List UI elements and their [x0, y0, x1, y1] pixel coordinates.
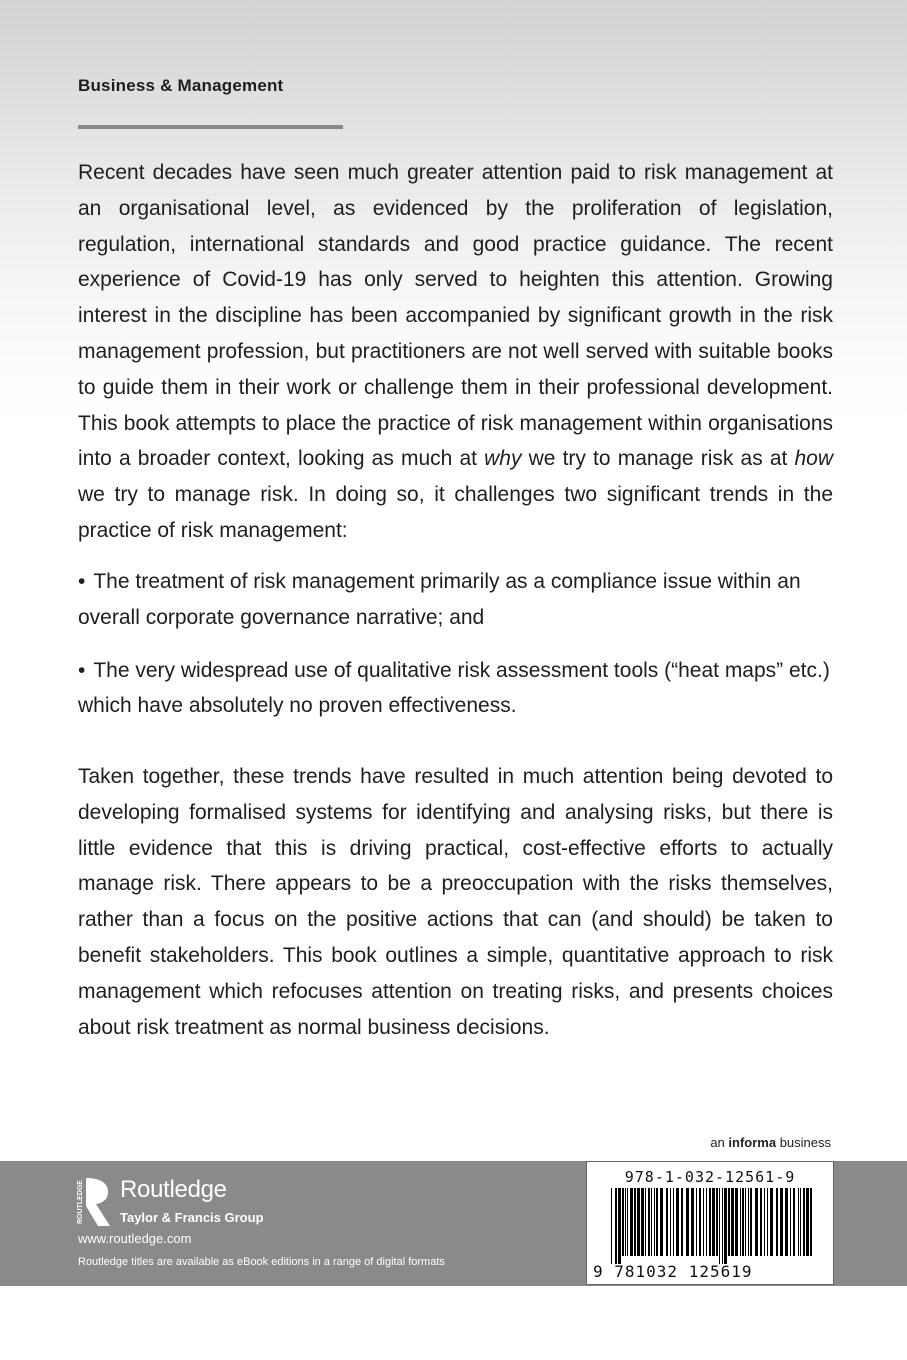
barcode-bar — [722, 1188, 723, 1264]
barcode-bar — [740, 1188, 741, 1256]
barcode-bar — [742, 1188, 744, 1256]
barcode-bar — [651, 1188, 652, 1256]
intro-text-part-1: Recent decades have seen much greater attention paid to risk management at an organisational level, as evidenced by the proliferation of legislation, regulation, international standards and good practice guidance. The recent experience of Covid-19 has only served to heighten this attention. Growing interest in the discipline has been accompanied by significant growth in the risk management profession, but practitioners are not well served with suitable books to guide them in their work or challenge them in their professional development. This book attempts to place the practice of risk management within organisations into a broader context, looking as much at — [78, 161, 833, 471]
intro-emphasis-how: how — [794, 447, 834, 471]
barcode-bar — [666, 1188, 668, 1256]
list-item-text: The very widespread use of qualitative risk assessment tools (“heat maps” etc.) which have absolutely no proven effectiveness. — [78, 658, 830, 718]
barcode-bar — [627, 1188, 628, 1256]
barcode-bar — [618, 1188, 621, 1264]
barcode-bar — [790, 1188, 791, 1256]
barcode-digits: 9 781032 125619 — [593, 1262, 753, 1281]
list-item — [78, 564, 833, 636]
barcode-bar — [780, 1188, 783, 1256]
barcode-bar — [634, 1188, 636, 1256]
logo-side-text: ROUTLEDGE — [77, 1180, 84, 1224]
bullet-icon: • — [78, 570, 86, 593]
barcode-bar — [676, 1188, 679, 1256]
barcode-bar — [641, 1188, 644, 1256]
barcode-bar — [622, 1188, 624, 1256]
barcode-bar — [681, 1188, 683, 1256]
barcode-bar — [709, 1188, 711, 1256]
isbn-number: 978-1-032-12561-9 — [624, 1168, 796, 1186]
barcode-bar — [691, 1188, 694, 1256]
informa-suffix: business — [776, 1135, 831, 1150]
publisher-name: Routledge — [120, 1176, 227, 1203]
informa-tagline — [710, 1135, 831, 1150]
closing-paragraph: Taken together, these trends have resulted in much attention being devoted to developing formalised systems for identifying and analysing risks, but there is little evidence that this is driving practical, cost-effective efforts to actually manage risk. There appears to be a preoccupation with the risks themselves, rather than a focus on the positive actions that can (and should) be taken to benefit stakeholders. This book outlines a simple, quantitative approach to risk management which refocuses attention on treating risks, and presents choices about risk treatment as normal business decisions. — [78, 765, 833, 1039]
ebook-note: Routledge titles are available as eBook editions in a range of digital formats — [78, 1256, 445, 1268]
barcode-bar — [670, 1188, 671, 1256]
barcode-bar — [803, 1188, 805, 1256]
barcode-graphic — [609, 1188, 813, 1264]
publisher-group: Taylor & Francis Group — [120, 1210, 264, 1225]
barcode-bar — [716, 1188, 718, 1256]
barcode-bar — [611, 1188, 612, 1264]
barcode-bar — [696, 1188, 697, 1256]
barcode-bar — [748, 1188, 749, 1256]
barcode-bar — [776, 1188, 778, 1256]
barcode-bar — [656, 1188, 658, 1256]
barcode-bar — [625, 1188, 626, 1256]
intro-paragraph — [78, 155, 833, 549]
barcode-bar — [798, 1188, 799, 1256]
barcode-bar — [735, 1188, 738, 1256]
barcode-bar — [615, 1188, 617, 1264]
barcode-bar — [745, 1188, 746, 1256]
category-label: Business & Management — [78, 76, 284, 95]
barcode-bar — [750, 1188, 752, 1256]
bullet-icon: • — [78, 658, 86, 682]
trends-list — [78, 564, 833, 741]
category-rule — [78, 125, 343, 129]
intro-text-part-2: we try to manage risk as at — [521, 447, 795, 471]
barcode-bar — [673, 1188, 674, 1256]
barcode-bar — [760, 1188, 762, 1256]
intro-text-part-3: we try to manage risk. In doing so, it challenges two significant trends in the practice of risk management: — [78, 483, 833, 542]
barcode-bar — [770, 1188, 773, 1256]
barcode-bar — [755, 1188, 758, 1256]
barcode-bar — [800, 1188, 801, 1256]
barcode-bar — [793, 1188, 795, 1256]
barcode-bar — [706, 1188, 707, 1256]
barcode-bar — [637, 1188, 640, 1256]
barcode-bar — [810, 1188, 812, 1256]
barcode-box — [586, 1161, 834, 1285]
barcode-bar — [719, 1188, 720, 1264]
routledge-logo-icon — [76, 1176, 112, 1228]
informa-brand: informa — [728, 1135, 777, 1150]
list-item-text: The treatment of risk management primarily as a compliance issue within an overall corporate governance narrative; and — [78, 570, 801, 629]
barcode-bar — [654, 1188, 655, 1256]
barcode-bar — [731, 1188, 734, 1256]
publisher-url: www.routledge.com — [78, 1231, 192, 1246]
barcode-bar — [764, 1188, 765, 1256]
barcode-bar — [712, 1188, 715, 1256]
barcode-bar — [728, 1188, 730, 1256]
intro-emphasis-why: why — [484, 447, 522, 471]
informa-prefix: an — [710, 1135, 729, 1150]
barcode-bar — [699, 1188, 701, 1256]
list-item — [78, 653, 833, 725]
barcode-bar — [703, 1188, 704, 1256]
barcode-bar — [686, 1188, 689, 1256]
barcode-bar — [724, 1188, 727, 1264]
barcode-bar — [785, 1188, 788, 1256]
barcode-bar — [767, 1188, 768, 1256]
barcode-bar — [648, 1188, 650, 1256]
barcode-bar — [806, 1188, 809, 1256]
barcode-bar — [660, 1188, 663, 1256]
barcode-bar — [630, 1188, 633, 1256]
barcode-bar — [645, 1188, 646, 1256]
